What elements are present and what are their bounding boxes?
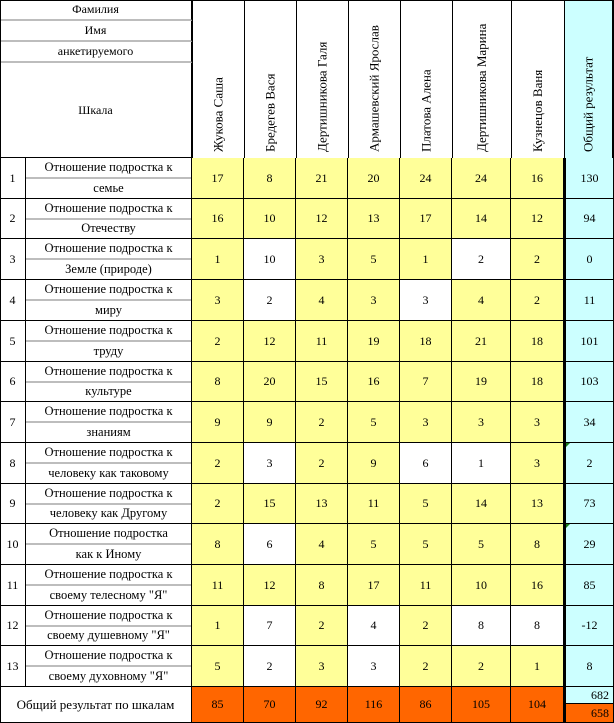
footer-total-cell[interactable]: 104: [511, 687, 564, 723]
scale-name: [26, 443, 192, 484]
footer-total-cell[interactable]: 92: [296, 687, 348, 723]
score-cell[interactable]: 6: [244, 524, 296, 565]
score-cell[interactable]: 1: [192, 606, 244, 646]
score-cell[interactable]: 18: [511, 321, 564, 362]
score-cell[interactable]: 24: [452, 158, 511, 199]
footer-total-cell[interactable]: 116: [348, 687, 400, 723]
score-cell[interactable]: 14: [452, 484, 511, 524]
score-cell[interactable]: 8: [452, 606, 511, 646]
score-cell[interactable]: 5: [348, 402, 400, 443]
score-cell[interactable]: 10: [452, 565, 511, 606]
score-cell[interactable]: 11: [192, 565, 244, 606]
score-cell[interactable]: 8: [511, 524, 564, 565]
score-cell[interactable]: 20: [348, 158, 400, 199]
score-cell[interactable]: 8: [192, 524, 244, 565]
footer-label: Общий результат по шкалам: [0, 687, 192, 723]
scale-name: [26, 484, 192, 524]
score-cell[interactable]: 19: [348, 321, 400, 362]
score-cell[interactable]: 6: [400, 443, 452, 484]
row-total-cell[interactable]: -12: [564, 606, 614, 646]
score-cell[interactable]: 5: [192, 646, 244, 687]
respondent-name-header: Дертишникова Галя: [296, 0, 348, 158]
score-cell[interactable]: 8: [296, 565, 348, 606]
score-cell[interactable]: 16: [192, 199, 244, 239]
row-total-cell[interactable]: 85: [564, 565, 614, 606]
score-cell[interactable]: 2: [296, 443, 348, 484]
row-number: 7: [0, 402, 26, 443]
scale-name-line1: Отношение подростка к: [26, 321, 191, 342]
score-cell[interactable]: 13: [511, 484, 564, 524]
score-cell[interactable]: 14: [452, 199, 511, 239]
scale-name: [26, 321, 192, 362]
scale-name-line2: своему телесному "Я": [49, 588, 168, 602]
score-cell[interactable]: 3: [348, 646, 400, 687]
respondent-name-header: Дертишникова Марина: [452, 0, 511, 158]
score-cell[interactable]: 4: [348, 606, 400, 646]
row-number: 2: [0, 199, 26, 239]
score-cell[interactable]: 20: [244, 362, 296, 402]
score-cell[interactable]: 19: [452, 362, 511, 402]
scale-name-line1: Отношение подростка к: [26, 362, 191, 383]
respondent-name-header: Армашевский Ярослав: [348, 0, 400, 158]
score-cell[interactable]: 2: [452, 239, 511, 280]
score-cell[interactable]: 8: [244, 158, 296, 199]
score-cell[interactable]: 1: [400, 239, 452, 280]
score-cell[interactable]: 24: [400, 158, 452, 199]
score-cell[interactable]: 3: [244, 443, 296, 484]
scale-name-line1: Отношение подростка к: [26, 402, 191, 423]
scale-name: [26, 524, 192, 565]
scale-name-line1: Отношение подростка: [26, 524, 191, 545]
row-total-cell[interactable]: 34: [564, 402, 614, 443]
score-cell[interactable]: 5: [348, 239, 400, 280]
score-cell[interactable]: 4: [452, 280, 511, 321]
row-number: 11: [0, 565, 26, 606]
scale-name-line2: семье: [93, 181, 124, 195]
score-cell[interactable]: 3: [348, 280, 400, 321]
scale-name-line1: Отношение подростка к: [26, 565, 191, 586]
row-total-cell[interactable]: 0: [564, 239, 614, 280]
scale-name-line2: человеку как таковому: [48, 466, 169, 480]
score-cell[interactable]: 4: [296, 524, 348, 565]
scale-name-line1: Отношение подростка к: [26, 443, 191, 464]
score-cell[interactable]: 11: [296, 321, 348, 362]
row-total-cell[interactable]: 101: [564, 321, 614, 362]
score-cell[interactable]: 11: [348, 484, 400, 524]
row-total-cell[interactable]: 8: [564, 646, 614, 687]
row-total-cell[interactable]: 130: [564, 158, 614, 199]
scale-name-line2: Земле (природе): [65, 262, 152, 276]
score-cell[interactable]: 9: [244, 402, 296, 443]
score-cell[interactable]: 16: [511, 565, 564, 606]
row-total-cell[interactable]: 103: [564, 362, 614, 402]
scale-name-line2: Отечеству: [81, 221, 136, 236]
comment-marker-icon: [566, 524, 570, 528]
score-cell[interactable]: 3: [511, 443, 564, 484]
grand-total-cell[interactable]: 682: [564, 687, 614, 704]
score-cell[interactable]: 3: [192, 280, 244, 321]
score-cell[interactable]: 8: [511, 606, 564, 646]
scale-name-line1: Отношение подростка к: [26, 484, 191, 505]
scale-name: [26, 565, 192, 606]
total-result-header: Общий результат: [564, 0, 614, 158]
score-cell[interactable]: 17: [400, 199, 452, 239]
score-cell[interactable]: 21: [296, 158, 348, 199]
score-cell[interactable]: 17: [192, 158, 244, 199]
scale-name-line1: Отношение подростка к: [26, 280, 191, 301]
scale-name: [26, 606, 192, 646]
score-cell[interactable]: 12: [244, 321, 296, 362]
score-cell[interactable]: 3: [511, 402, 564, 443]
score-cell[interactable]: 2: [192, 443, 244, 484]
score-cell[interactable]: 10: [244, 199, 296, 239]
scale-name-line2: как к Иному: [75, 547, 142, 561]
scale-name-line1: Отношение подростка к: [26, 646, 191, 667]
grand-total-alt-cell[interactable]: 658: [564, 704, 614, 723]
score-cell[interactable]: 15: [244, 484, 296, 524]
score-cell[interactable]: 3: [452, 402, 511, 443]
scale-name: [26, 199, 192, 239]
score-cell[interactable]: 4: [296, 280, 348, 321]
respondent-name-header: Бредегев Вася: [244, 0, 296, 158]
score-cell[interactable]: 2: [192, 321, 244, 362]
row-total-cell[interactable]: 73: [564, 484, 614, 524]
row-number: 4: [0, 280, 26, 321]
score-cell[interactable]: 9: [192, 402, 244, 443]
score-cell[interactable]: 10: [244, 239, 296, 280]
score-cell[interactable]: 8: [192, 362, 244, 402]
score-cell[interactable]: 2: [511, 239, 564, 280]
score-cell[interactable]: 13: [348, 199, 400, 239]
score-cell[interactable]: 18: [511, 362, 564, 402]
scale-name: [26, 646, 192, 687]
scale-name-line2: человеку как Другому: [49, 506, 168, 521]
scale-name: [26, 402, 192, 443]
row-number: 3: [0, 239, 26, 280]
row-number: 12: [0, 606, 26, 646]
row-number: 9: [0, 484, 26, 524]
score-cell[interactable]: 3: [400, 280, 452, 321]
score-cell[interactable]: 2: [296, 402, 348, 443]
score-cell[interactable]: 3: [296, 239, 348, 280]
footer-total-cell[interactable]: 70: [244, 687, 296, 723]
score-cell[interactable]: 12: [296, 199, 348, 239]
score-cell[interactable]: 2: [244, 280, 296, 321]
header-title-line: Фамилия: [0, 0, 192, 21]
scale-name-line2: миру: [95, 303, 122, 317]
score-cell[interactable]: 5: [348, 524, 400, 565]
score-cell[interactable]: 2: [400, 606, 452, 646]
score-cell[interactable]: 11: [400, 565, 452, 606]
score-cell[interactable]: 15: [296, 362, 348, 402]
scale-name: [26, 280, 192, 321]
score-cell[interactable]: 2: [400, 646, 452, 687]
score-cell[interactable]: 12: [511, 199, 564, 239]
header-title-line: Имя: [0, 21, 192, 42]
row-number: 6: [0, 362, 26, 402]
scale-name: [26, 239, 192, 280]
score-cell[interactable]: 16: [348, 362, 400, 402]
score-cell[interactable]: 12: [244, 565, 296, 606]
row-total-cell[interactable]: 2: [564, 443, 614, 484]
respondent-name-header: Жукова Саша: [192, 0, 244, 158]
comment-marker-icon: [566, 443, 570, 447]
row-number: 1: [0, 158, 26, 199]
scale-name-line2: своему душевному "Я": [47, 628, 170, 643]
score-cell[interactable]: 9: [348, 443, 400, 484]
score-cell[interactable]: 2: [296, 606, 348, 646]
row-number: 8: [0, 443, 26, 484]
score-cell[interactable]: 3: [296, 646, 348, 687]
scale-name-line2: знаниям: [86, 425, 131, 439]
score-cell[interactable]: 18: [400, 321, 452, 362]
score-cell[interactable]: 2: [192, 484, 244, 524]
score-cell[interactable]: 17: [348, 565, 400, 606]
row-number: 5: [0, 321, 26, 362]
row-number: 13: [0, 646, 26, 687]
scale-name-line2: культуре: [85, 384, 132, 399]
footer-total-cell[interactable]: 105: [452, 687, 511, 723]
score-cell[interactable]: 3: [400, 402, 452, 443]
score-cell[interactable]: 1: [511, 646, 564, 687]
score-cell[interactable]: 5: [452, 524, 511, 565]
score-cell[interactable]: 1: [452, 443, 511, 484]
scale-name-line2: своему духовному "Я": [48, 669, 169, 683]
score-cell[interactable]: 13: [296, 484, 348, 524]
row-total-cell[interactable]: 29: [564, 524, 614, 565]
header-title-line: анкетируемого: [0, 42, 192, 63]
respondent-name-header: Платова Алена: [400, 0, 452, 158]
score-cell[interactable]: 7: [244, 606, 296, 646]
score-cell[interactable]: 2: [452, 646, 511, 687]
footer-total-cell[interactable]: 86: [400, 687, 452, 723]
scale-name: [26, 362, 192, 402]
score-cell[interactable]: 7: [400, 362, 452, 402]
scale-name-line2: труду: [93, 344, 124, 358]
scale-name-line1: Отношение подростка к: [26, 239, 191, 260]
score-cell[interactable]: 5: [400, 524, 452, 565]
row-number: 10: [0, 524, 26, 565]
row-total-cell[interactable]: 11: [564, 280, 614, 321]
score-cell[interactable]: 2: [244, 646, 296, 687]
scale-name-line1: Отношение подростка к: [26, 199, 191, 220]
score-cell[interactable]: 1: [192, 239, 244, 280]
score-cell[interactable]: 21: [452, 321, 511, 362]
scale-label: Шкала: [0, 63, 192, 158]
scale-name-line1: Отношение подростка к: [26, 606, 191, 627]
score-cell[interactable]: 16: [511, 158, 564, 199]
row-total-cell[interactable]: 94: [564, 199, 614, 239]
score-cell[interactable]: 5: [400, 484, 452, 524]
score-cell[interactable]: 2: [511, 280, 564, 321]
scale-name-line1: Отношение подростка к: [26, 158, 191, 179]
scale-name: [26, 158, 192, 199]
footer-total-cell[interactable]: 85: [192, 687, 244, 723]
respondent-name-header: Кузнецов Ваня: [511, 0, 564, 158]
